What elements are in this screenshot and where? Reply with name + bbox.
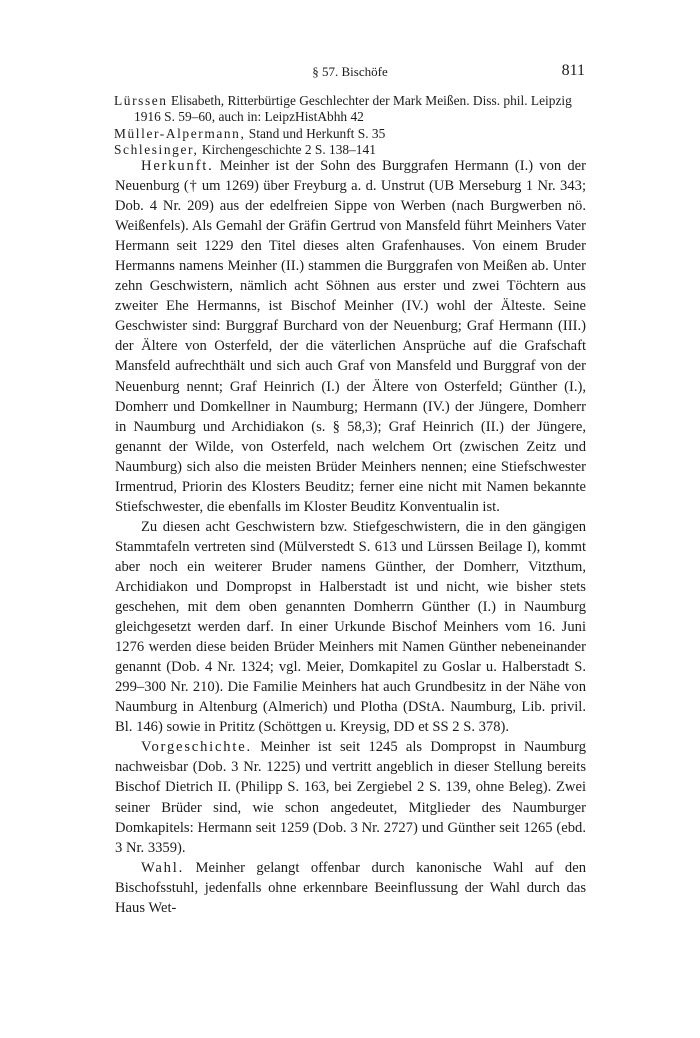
paragraph-text: Meinher ist der Sohn des Burggrafen Hermann (I.) von der Neuenburg († um 1269) über Freyburg a. d. Unstrut (UB Merseburg 1 Nr. 343; Dob. 4 Nr. 209) aus der edelfreien Sippe von Werben (nach Burgwerben nö. Weißenfels). Als Gemahl der Gräfin Gertrud von Mansfeld führt Meinhers Vater Hermann seit 1229 den Titel dieses alten Grafenhauses. Von einem Bruder Hermanns namens Meinher (II.) stammen die Burggrafen von Meißen ab. Unter zehn Geschwistern, nämlich acht Söhnen aus erster und zwei Töchtern aus zweiter Ehe Hermanns, ist Bischof Meinher (IV.) wohl der Älteste. Seine Geschwister sind: Burggraf Burchard von der Neuenburg; Graf Hermann (III.) der Ältere von Osterfeld, der die väterlichen Ansprüche auf die Grafschaft Mansfeld aufrechthält und sich auch Graf von Mansfeld und Burggraf von der Neuenburg nennt; Graf Heinrich (I.) der Ältere von Osterfeld; Günther (I.), Domherr und Domkellner in Naumburg; Hermann (IV.) der Jüngere, Domherr in Naumburg und Archidiakon (s. § 58,3); Graf Heinrich (II.) der Jüngere, genannt der Wilde, von Osterfeld, nach welchem Ort (zwischen Zeitz und Naumburg) sich also die meisten Brüder Meinhers nennen; eine Stiefschwester Irmentrud, Priorin des Klosters Beuditz; ferner eine nicht mit Namen bekannte Stiefschwester, die ebenfalls im Kloster Beuditz Konventualin ist. (115, 158, 587, 515)
paragraph-herkunft (115, 156, 586, 517)
bibliography-entry (115, 93, 585, 126)
bibliography-text: Stand und Herkunft S. 35 (248, 125, 386, 141)
running-header (0, 62, 700, 82)
bibliography-author: Müller-Alpermann, (114, 125, 246, 141)
bibliography-continuation: 1916 S. 59–60, auch in: LeipzHistAbhh 42 (134, 109, 364, 125)
bibliography-text: Kirchengeschichte 2 S. 138–141 (201, 141, 376, 157)
bibliography-text: Elisabeth, Ritterbürtige Geschlechter der Mark Meißen. Diss. phil. Leipzig (170, 93, 572, 108)
paragraph-text: Meinher gelangt offenbar durch kanonische Wahl auf den Bischofsstuhl, jedenfalls ohne erkennbare Beeinflussung der Wahl durch das Haus Wet- (115, 859, 586, 916)
bibliography-author: Schlesinger, (114, 141, 199, 157)
bibliography-list (115, 93, 585, 158)
section-title: § 57. Bischöfe (312, 64, 388, 79)
paragraph-vorgeschichte (115, 737, 586, 857)
paragraph-text: Meinher ist seit 1245 als Dompropst in Naumburg nachweisbar (Dob. 3 Nr. 1225) und vertritt angeblich in dieser Stellung bereits Bischof Dietrich II. (Philipp S. 163, bei Zergiebel 2 S. 139, ohne Beleg). Zwei seiner Brüder sind, wie schon angedeutet, Mitglieder des Naumburger Domkapitels: Hermann seit 1259 (Dob. 3 Nr. 2727) und Günther seit 1265 (ebd. 3 Nr. 3359). (115, 739, 586, 856)
bibliography-author: Lürssen (114, 93, 168, 108)
body-text (115, 156, 586, 918)
paragraph-geschwister (115, 517, 586, 738)
paragraph-wahl (115, 858, 586, 918)
paragraph-text: Zu diesen acht Geschwistern bzw. Stiefgeschwistern, die in den gängigen Stammtafeln vertreten sind (Mülverstedt S. 613 und Lürssen Beilage I), kommt aber noch ein weiterer Bruder namens Günther, der Domherr, Vitzthum, Archidiakon und Dompropst in Halberstadt ist und nicht, wie bisher stets geschehen, mit dem oben genannten Domherrn Günther (I.) in Naumburg gleichgesetzt werden darf. In einer Urkunde Bischof Meinhers vom 16. Juni 1276 werden diese beiden Brüder Meinhers mit Namen Günther nebeneinander genannt (Dob. 4 Nr. 1324; vgl. Meier, Domkapitel zu Goslar u. Halberstadt S. 299–300 Nr. 210). Die Familie Meinhers hat auch Grundbesitz in der Nähe von Naumburg in Altenburg (Almerich) und Plotha (DStA. Naumburg, Lib. privil. Bl. 146) sowie in Prititz (Schöttgen u. Kreysig, DD et SS 2 S. 378). (115, 518, 586, 736)
paragraph-heading: Wahl. (141, 859, 185, 876)
page-number: 811 (561, 62, 585, 79)
bibliography-entry (115, 126, 585, 142)
paragraph-heading: Vorgeschichte. (141, 739, 252, 756)
paragraph-heading: Herkunft. (141, 158, 214, 174)
